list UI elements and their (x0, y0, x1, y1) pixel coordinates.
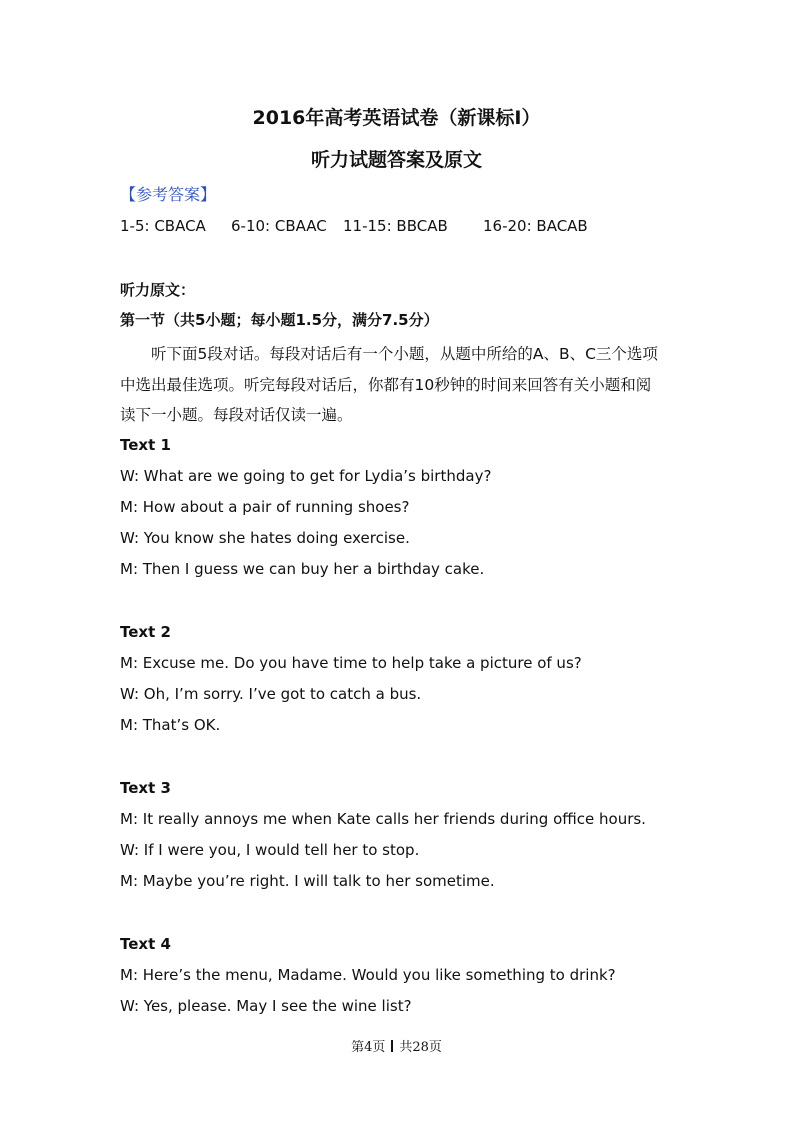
dialogue-line: M: That’s OK. (120, 716, 221, 734)
answer-group-3: 11-15: BBCAB (343, 217, 448, 235)
text-heading: Text 4 (120, 935, 171, 953)
dialogue-line: W: You know she hates doing exercise. (120, 529, 410, 547)
dialogue-line: M: How about a pair of running shoes? (120, 498, 410, 516)
dialogue-line: W: Oh, I’m sorry. I’ve got to catch a bus. (120, 685, 422, 703)
page-title: 2016年高考英语试卷（新课标Ⅰ） (252, 107, 541, 129)
dialogue-line: M: Maybe you’re right. I will talk to her sometime. (120, 872, 495, 890)
dialogue-line: W: If I were you, I would tell her to stop. (120, 841, 420, 859)
dialogue-line: W: Yes, please. May I see the wine list? (120, 997, 412, 1015)
answer-group-1: 1-5: CBACA (120, 217, 206, 235)
text-heading: Text 3 (120, 779, 171, 797)
footer-separator (391, 1040, 393, 1052)
directions-line: 读下一小题。每段对话仅读一遍。 (120, 406, 353, 424)
directions-paragraph (120, 339, 672, 431)
answer-group-2: 6-10: CBAAC (231, 217, 327, 235)
source-heading: 听力原文： (120, 281, 196, 299)
page-subtitle: 听力试题答案及原文 (310, 149, 482, 171)
dialogue-line: M: Then I guess we can buy her a birthday cake. (120, 560, 485, 578)
answer-label: 【参考答案】 (120, 185, 217, 204)
dialogue-line: M: Here’s the menu, Madame. Would you like something to drink? (120, 966, 616, 984)
page-number: 第4页 (351, 1040, 386, 1055)
dialogue-line: M: Excuse me. Do you have time to help take a picture of us? (120, 654, 582, 672)
dialogue-line: W: What are we going to get for Lydia’s birthday? (120, 467, 492, 485)
page-total: 共28页 (399, 1040, 442, 1055)
directions-line: 听下面5段对话。每段对话后有一个小题，从题中所给的A、B、C三个选项 (151, 345, 658, 363)
text-heading: Text 2 (120, 623, 171, 641)
dialogue-line: M: It really annoys me when Kate calls her friends during office hours. (120, 810, 646, 828)
page-footer (0, 1039, 793, 1057)
answer-group-4: 16-20: BACAB (483, 217, 588, 235)
directions-line: 中选出最佳选项。听完每段对话后，你都有10秒钟的时间来回答有关小题和阅 (120, 375, 652, 394)
section-heading: 第一节（共5小题；每小题1.5分，满分7.5分） (120, 311, 439, 329)
text-heading: Text 1 (120, 436, 171, 454)
